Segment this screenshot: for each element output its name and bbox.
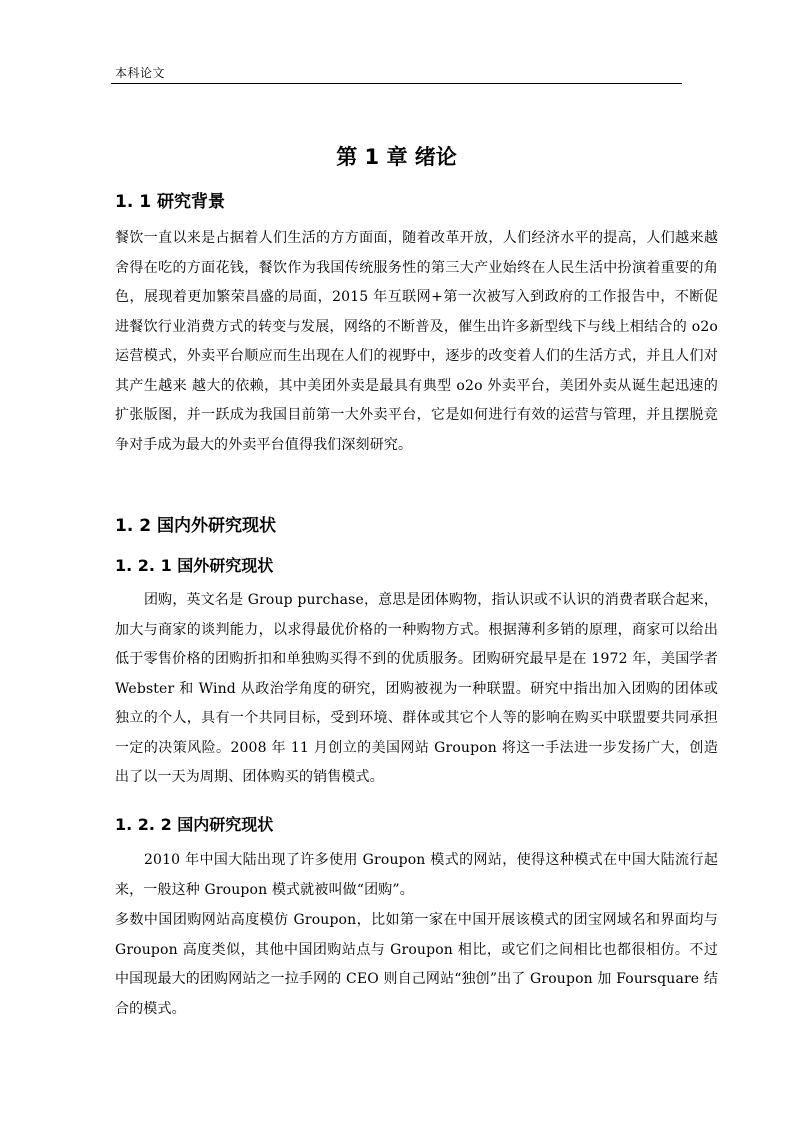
section-heading-1-2: 1. 2 国内外研究现状 [115,516,276,536]
paragraph-domestic-research-2: 多数中国团购网站高度模仿 Groupon，比如第一家在中国开展该模式的团宝网域名和界面均与 Groupon 高度类似，其他中国团购站点与 Groupon 相比，或它们之间相比也都很相仿。不过中国现最大的团购网站之一拉手网的 CEO 则自己网站“独创”出了 Groupon 加 Foursquare 结合的模式。 [115,912,718,1017]
header-rule [111,83,682,84]
page-header-label: 本科论文 [115,66,166,80]
section-heading-1-2-2: 1. 2. 2 国内研究现状 [115,815,274,834]
section-heading-1-1: 1. 1 研究背景 [115,192,225,212]
paragraph-domestic-research-1: 2010 年中国大陆出现了许多使用 Groupon 模式的网站，使得这种模式在中国大陆流行起来，一般这种 Groupon 模式就被叫做“团购”。 [115,852,718,898]
paragraph-research-background: 餐饮一直以来是占据着人们生活的方方面面，随着改革开放，人们经济水平的提高，人们越来越舍得在吃的方面花钱，餐饮作为我国传统服务性的第三大产业始终在人民生活中扮演着重要的角色，展现着更加繁荣昌盛的局面，2015 年互联网+第一次被写入到政府的工作报告中，不断促进餐饮行业消费方式的转变与发展，网络的不断普及，催生出许多新型线下与线上相结合的 o2o 运营模式，外卖平台顺应而生出现在人们的视野中，逐步的改变着人们的生活方式，并且人们对其产生越来 越大的依赖，其中美团外卖是最具有典型 o2o 外卖平台，美团外卖从诞生起迅速的扩张版图，并一跃成为我国目前第一大外卖平台，它是如何进行有效的运营与管理，并且摆脱竞争对手成为最大的外卖平台值得我们深刻研究。 [115,230,718,453]
paragraph-foreign-research: 团购，英文名是 Group purchase，意思是团体购物，指认识或不认识的消费者联合起来，加大与商家的谈判能力，以求得最优价格的一种购物方式。根据薄利多销的原理，商家可以给出低于零售价格的团购折扣和单独购买得不到的优质服务。团购研究最早是在 1972 年，美国学者 Webster 和 Wind 从政治学角度的研究，团购被视为一种联盟。研究中指出加入团购的团体或独立的个人，具有一个共同目标，受到环境、群体或其它个人等的影响在购买中联盟要共同承担一定的决策风险。2008 年 11 月创立的美国网站 Groupon 将这一手法进一步发扬广大，创造出了以一天为周期、团体购买的销售模式。 [115,592,718,785]
chapter-title: 第 1 章 绪论 [336,145,457,169]
section-heading-1-2-1: 1. 2. 1 国外研究现状 [115,556,274,575]
